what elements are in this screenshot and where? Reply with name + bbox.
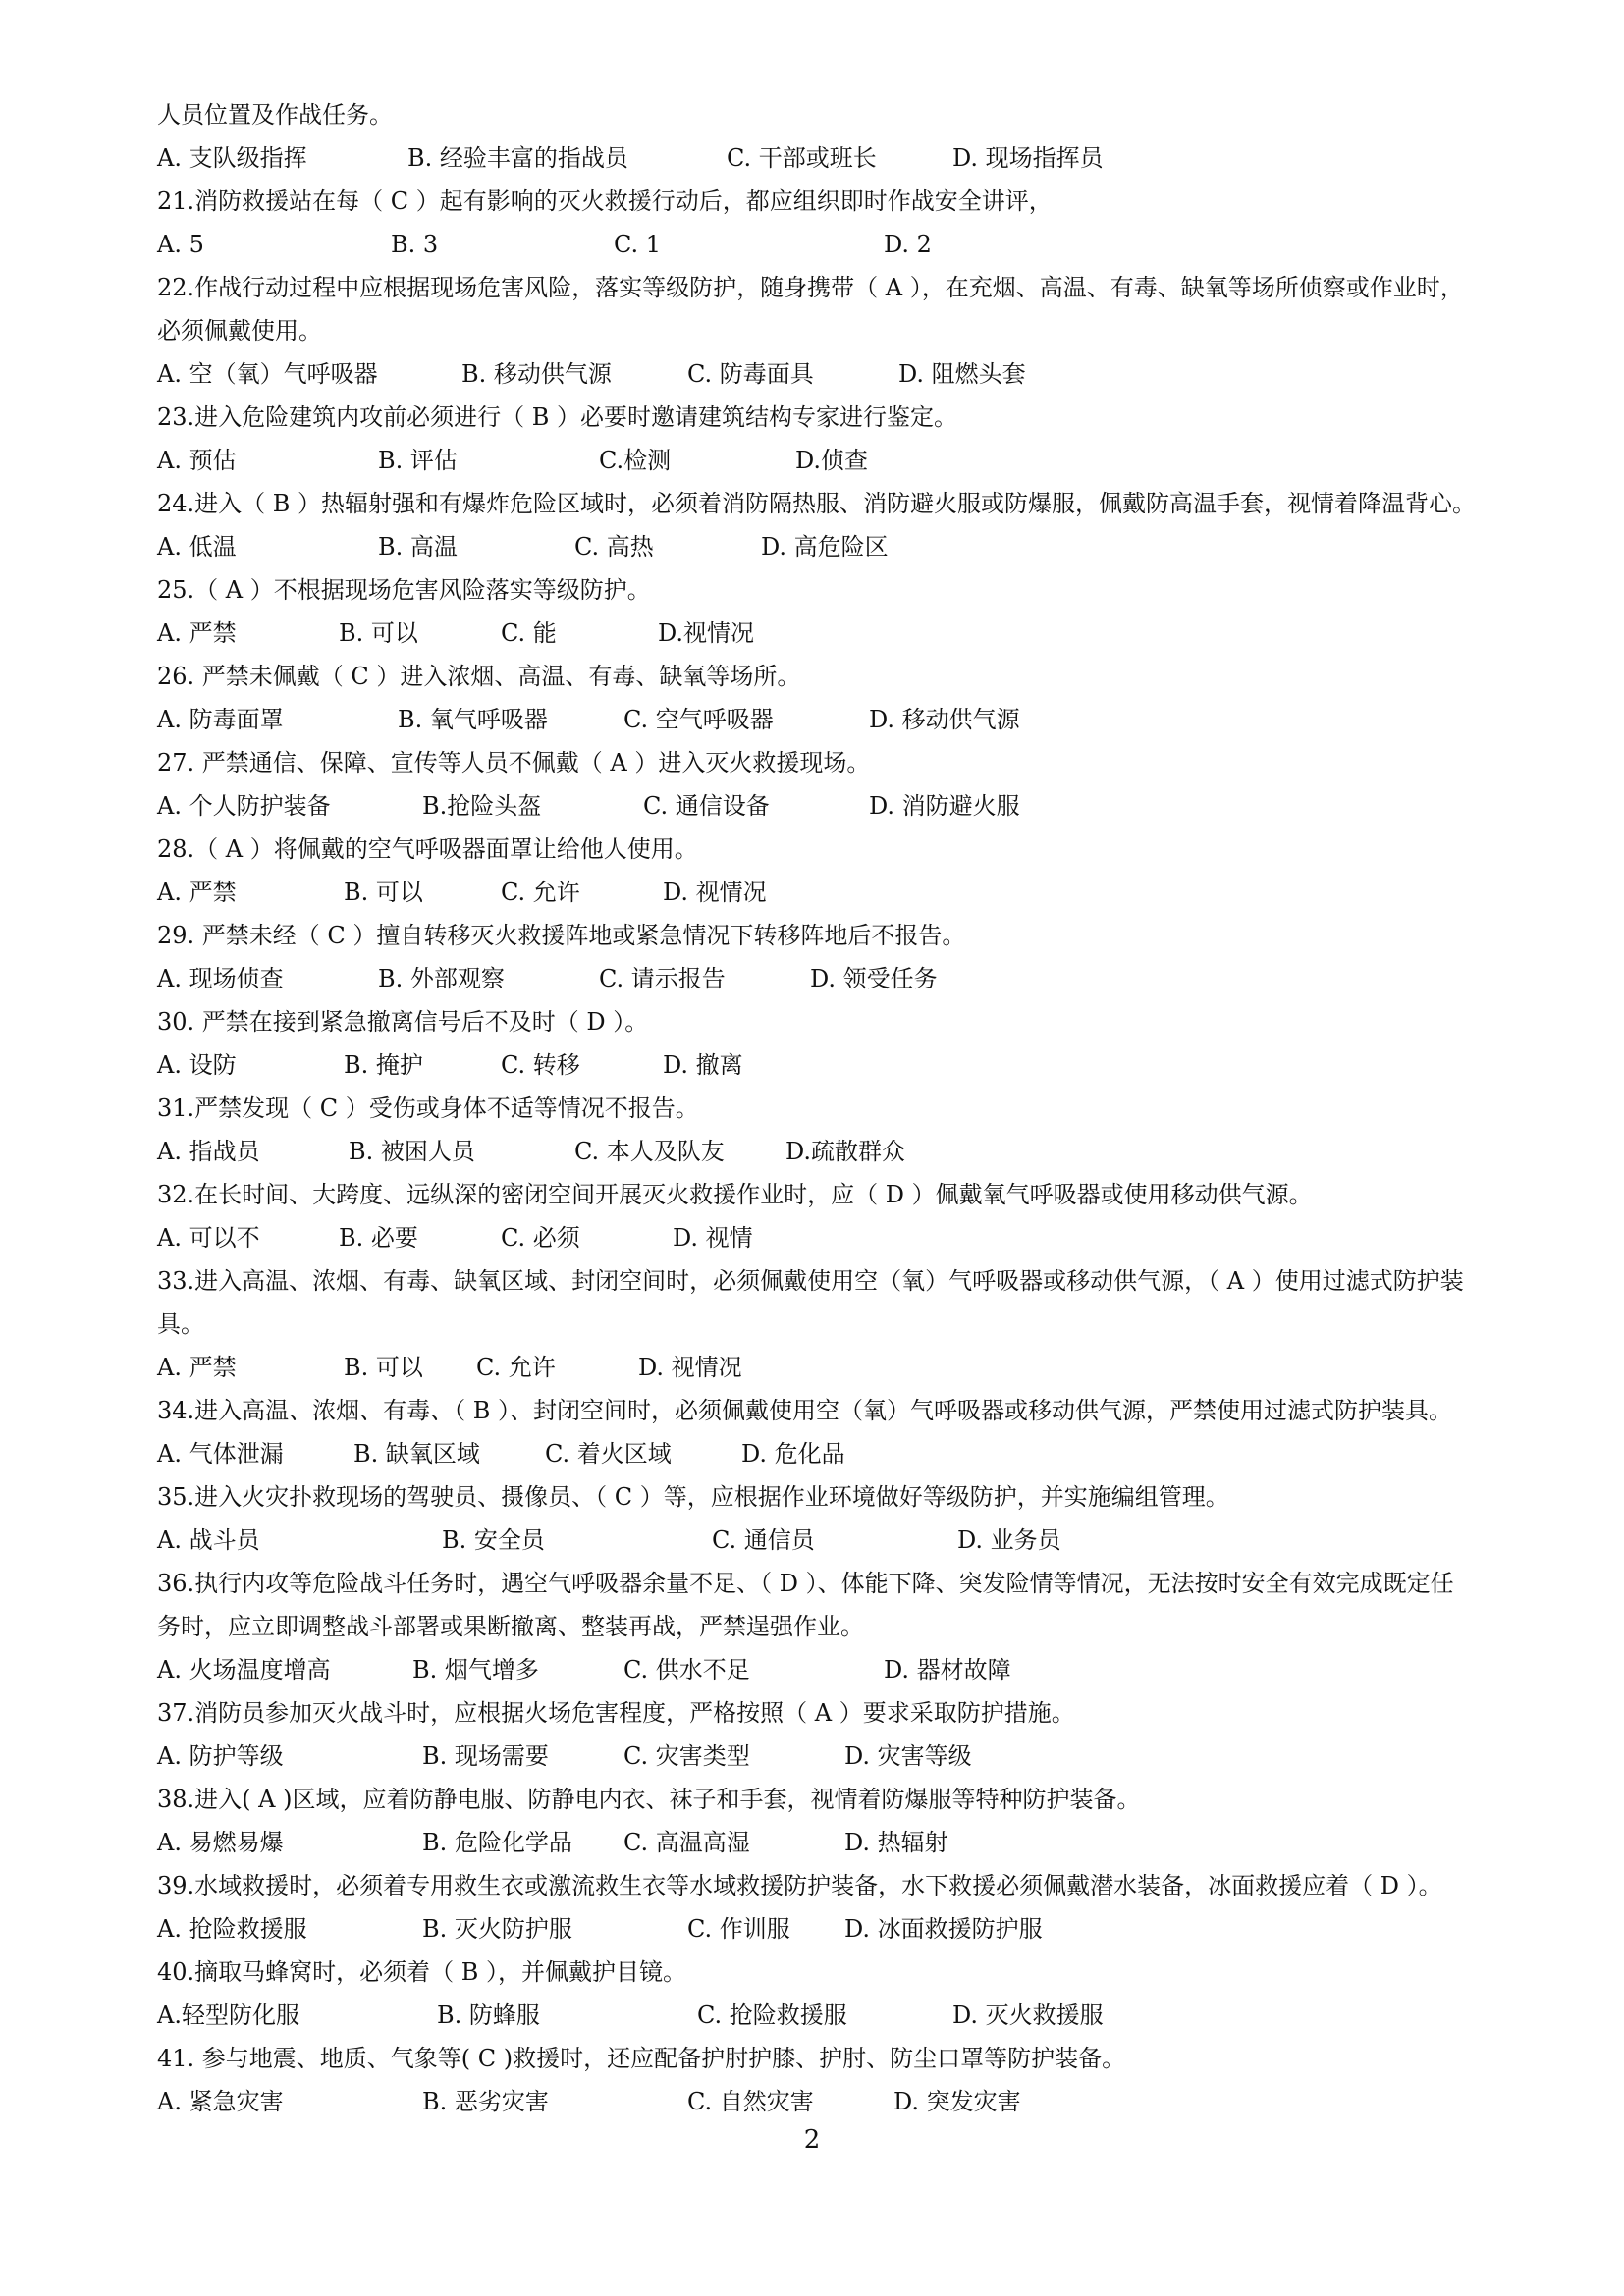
answer-options [157, 1907, 1551, 1950]
option-b: B. 可以 [344, 1354, 423, 1381]
question-item [157, 568, 1551, 655]
question-text: 25.（ A ）不根据现场危害风险落实等级防护。 [157, 576, 651, 604]
option-c: C. 干部或班长 [727, 144, 877, 172]
question-item [157, 1087, 1551, 1173]
option-d: D. 现场指挥员 [952, 144, 1104, 172]
option-d: D. 撤离 [663, 1051, 743, 1079]
option-d: D. 高危险区 [761, 533, 889, 561]
option-c: C. 转移 [501, 1051, 580, 1079]
option-a: A. 严禁 [157, 619, 237, 647]
option-d: D. 器材故障 [884, 1656, 1011, 1683]
question-text: 31.严禁发现（ C ）受伤或身体不适等情况不报告。 [157, 1095, 699, 1122]
answer-options [157, 1432, 1551, 1475]
option-b: B. 防蜂服 [437, 2002, 540, 2029]
answer-options [157, 1043, 1551, 1087]
option-d: D. 视情 [673, 1224, 753, 1252]
option-a: A. 低温 [157, 533, 237, 561]
option-b: B. 3 [391, 231, 439, 258]
option-c: C. 1 [614, 231, 662, 258]
question-text: 人员位置及作战任务。 [157, 101, 393, 129]
option-a: A. 抢险救援服 [157, 1915, 307, 1943]
option-a: A. 严禁 [157, 879, 237, 906]
option-b: B. 缺氧区域 [353, 1440, 480, 1468]
question-text: 22.作战行动过程中应根据现场危害风险，落实等级防护，随身携带（ A ），在充烟、高温、有毒、缺氧等场所侦察或作业时， [157, 274, 1464, 301]
option-b: B. 必要 [339, 1224, 418, 1252]
option-b: B. 被困人员 [349, 1138, 475, 1165]
question-text: 33.进入高温、浓烟、有毒、缺氧区域、封闭空间时，必须佩戴使用空（氧）气呼吸器或移动供气源，（ A ）使用过滤式防护装 [157, 1267, 1464, 1295]
option-d: D. 冰面救援防护服 [844, 1915, 1043, 1943]
option-a: A. 易燃易爆 [157, 1829, 284, 1856]
option-a: A. 5 [157, 231, 204, 258]
answer-options [157, 1346, 1551, 1389]
answer-options [157, 1216, 1551, 1259]
answer-options [157, 612, 1551, 655]
question-item [157, 1950, 1551, 2037]
option-b: B. 可以 [339, 619, 418, 647]
option-c: C. 高热 [574, 533, 654, 561]
question-item [157, 1778, 1551, 1864]
question-text: 35.进入火灾扑救现场的驾驶员、摄像员、（ C ）等，应根据作业环境做好等级防护，并实施编组管理。 [157, 1483, 1229, 1511]
question-item [157, 396, 1551, 482]
option-b: B. 灭火防护服 [422, 1915, 572, 1943]
option-d: D. 危化品 [741, 1440, 845, 1468]
question-text: 41. 参与地震、地质、气象等( C )救援时，还应配备护肘护膝、护肘、防尘口罩等防护装备。 [157, 2045, 1126, 2072]
question-item [157, 93, 1551, 180]
option-a: A. 设防 [157, 1051, 237, 1079]
option-b: B. 恶劣灾害 [422, 2088, 549, 2115]
question-item [157, 180, 1551, 266]
question-text: 24.进入（ B ）热辐射强和有爆炸危险区域时，必须着消防隔热服、消防避火服或防爆服，佩戴防高温手套，视情着降温背心。 [157, 490, 1477, 517]
question-text: 38.进入( A )区域，应着防静电服、防静电内衣、袜子和手套，视情着防爆服等特种防护装备。 [157, 1786, 1141, 1813]
option-b: B. 现场需要 [422, 1742, 549, 1770]
question-item [157, 1389, 1551, 1475]
option-d: D. 2 [884, 231, 932, 258]
question-item [157, 914, 1551, 1000]
option-c: C. 通信设备 [643, 792, 770, 820]
option-c: C. 空气呼吸器 [623, 706, 774, 733]
question-item [157, 1000, 1551, 1087]
option-c: C. 高温高湿 [623, 1829, 750, 1856]
option-c: C. 供水不足 [623, 1656, 750, 1683]
option-d: D. 业务员 [957, 1526, 1061, 1554]
question-item [157, 1173, 1551, 1259]
question-text: 21.消防救援站在每（ C ）起有影响的灭火救援行动后，都应组织即时作战安全讲评， [157, 187, 1053, 215]
question-item [157, 1562, 1551, 1691]
answer-options [157, 784, 1551, 828]
option-a: A. 预估 [157, 447, 237, 474]
answer-options [157, 439, 1551, 482]
question-list [157, 93, 1551, 2123]
option-d: D. 视情况 [663, 879, 767, 906]
option-c: C. 本人及队友 [574, 1138, 725, 1165]
option-a: A.轻型防化服 [157, 2002, 299, 2029]
option-a: A. 严禁 [157, 1354, 237, 1381]
question-text: 39.水域救援时，必须着专用救生衣或激流救生衣等水域救援防护装备，水下救援必须佩戴潜水装备，冰面救援应着（ D ）。 [157, 1872, 1442, 1899]
answer-options [157, 1821, 1551, 1864]
question-item [157, 1259, 1551, 1389]
option-a: A. 指战员 [157, 1138, 260, 1165]
question-item [157, 828, 1551, 914]
option-d: D. 阻燃头套 [898, 360, 1026, 388]
option-b: B. 移动供气源 [461, 360, 612, 388]
question-text: 28.（ A ）将佩戴的空气呼吸器面罩让给他人使用。 [157, 835, 698, 863]
question-text: 37.消防员参加灭火战斗时，应根据火场危害程度，严格按照（ A ）要求采取防护措施。 [157, 1699, 1075, 1727]
option-a: A. 支队级指挥 [157, 144, 307, 172]
option-d: D.视情况 [658, 619, 755, 647]
option-a: A. 紧急灾害 [157, 2088, 284, 2115]
option-a: A. 火场温度增高 [157, 1656, 331, 1683]
option-a: A. 可以不 [157, 1224, 260, 1252]
answer-options [157, 1519, 1551, 1562]
answer-options [157, 223, 1551, 266]
option-b: B. 经验丰富的指战员 [407, 144, 628, 172]
option-a: A. 战斗员 [157, 1526, 260, 1554]
question-text: 务时，应立即调整战斗部署或果断撤离、整装再战，严禁逞强作业。 [157, 1613, 864, 1640]
question-text: 34.进入高温、浓烟、有毒、（ B ）、封闭空间时，必须佩戴使用空（氧）气呼吸器或移动供气源，严禁使用过滤式防护装具。 [157, 1397, 1453, 1424]
option-b: B. 外部观察 [378, 965, 505, 992]
question-text: 30. 严禁在接到紧急撤离信号后不及时（ D ）。 [157, 1008, 649, 1036]
question-text: 具。 [157, 1310, 204, 1338]
option-c: C.检测 [599, 447, 672, 474]
answer-options [157, 136, 1551, 180]
option-c: C. 着火区域 [545, 1440, 672, 1468]
option-b: B. 危险化学品 [422, 1829, 572, 1856]
answer-options [157, 525, 1551, 568]
option-c: C. 允许 [476, 1354, 556, 1381]
option-c: C. 能 [501, 619, 557, 647]
answer-options [157, 1994, 1551, 2037]
option-c: C. 允许 [501, 879, 580, 906]
question-text: 29. 严禁未经（ C ）擅自转移灭火救援阵地或紧急情况下转移阵地后不报告。 [157, 922, 966, 949]
option-a: A. 气体泄漏 [157, 1440, 284, 1468]
question-text: 23.进入危险建筑内攻前必须进行（ B ）必要时邀请建筑结构专家进行鉴定。 [157, 403, 958, 431]
question-text: 40.摘取马蜂窝时，必须着（ B ），并佩戴护目镜。 [157, 1958, 687, 1986]
option-a: A. 空（氧）气呼吸器 [157, 360, 378, 388]
option-d: D. 领受任务 [810, 965, 938, 992]
option-b: B. 氧气呼吸器 [398, 706, 548, 733]
option-d: D. 突发灾害 [893, 2088, 1021, 2115]
answer-options [157, 957, 1551, 1000]
answer-options [157, 2080, 1551, 2123]
option-c: C. 灾害类型 [623, 1742, 750, 1770]
option-d: D. 热辐射 [844, 1829, 948, 1856]
option-b: B. 安全员 [442, 1526, 545, 1554]
option-d: D.疏散群众 [785, 1138, 906, 1165]
question-text: 26. 严禁未佩戴（ C ）进入浓烟、高温、有毒、缺氧等场所。 [157, 663, 801, 690]
option-c: C. 抢险救援服 [697, 2002, 847, 2029]
answer-options [157, 1130, 1551, 1173]
question-item [157, 1691, 1551, 1778]
option-b: B. 评估 [378, 447, 458, 474]
answer-options [157, 352, 1551, 396]
option-c: C. 通信员 [712, 1526, 815, 1554]
option-b: B. 烟气增多 [412, 1656, 539, 1683]
option-d: D. 消防避火服 [869, 792, 1020, 820]
question-item [157, 266, 1551, 396]
option-d: D.侦查 [795, 447, 869, 474]
option-c: C. 防毒面具 [687, 360, 814, 388]
answer-options [157, 698, 1551, 741]
option-a: A. 防毒面罩 [157, 706, 284, 733]
option-c: C. 必须 [501, 1224, 580, 1252]
option-b: B. 掩护 [344, 1051, 423, 1079]
page-number: 2 [803, 2125, 821, 2155]
question-item [157, 482, 1551, 568]
option-d: D. 移动供气源 [869, 706, 1020, 733]
answer-options [157, 1735, 1551, 1778]
question-item [157, 655, 1551, 741]
question-item [157, 1475, 1551, 1562]
question-item [157, 2037, 1551, 2123]
option-a: A. 防护等级 [157, 1742, 284, 1770]
option-a: A. 现场侦查 [157, 965, 284, 992]
option-b: B.抢险头盔 [422, 792, 542, 820]
option-c: C. 自然灾害 [687, 2088, 814, 2115]
option-b: B. 高温 [378, 533, 458, 561]
question-text: 36.执行内攻等危险战斗任务时，遇空气呼吸器余量不足、（ D ）、体能下降、突发险情等情况，无法按时安全有效完成既定任 [157, 1570, 1454, 1597]
option-b: B. 可以 [344, 879, 423, 906]
question-text: 必须佩戴使用。 [157, 317, 322, 345]
option-c: C. 作训服 [687, 1915, 790, 1943]
answer-options [157, 1648, 1551, 1691]
option-d: D. 视情况 [638, 1354, 742, 1381]
option-d: D. 灾害等级 [844, 1742, 972, 1770]
question-text: 27. 严禁通信、保障、宣传等人员不佩戴（ A ）进入灭火救援现场。 [157, 749, 871, 776]
question-item [157, 741, 1551, 828]
question-text: 32.在长时间、大跨度、远纵深的密闭空间开展灭火救援作业时，应（ D ）佩戴氧气呼吸器或使用移动供气源。 [157, 1181, 1313, 1208]
option-c: C. 请示报告 [599, 965, 726, 992]
option-a: A. 个人防护装备 [157, 792, 331, 820]
answer-options [157, 871, 1551, 914]
option-d: D. 灭火救援服 [952, 2002, 1104, 2029]
question-item [157, 1864, 1551, 1950]
